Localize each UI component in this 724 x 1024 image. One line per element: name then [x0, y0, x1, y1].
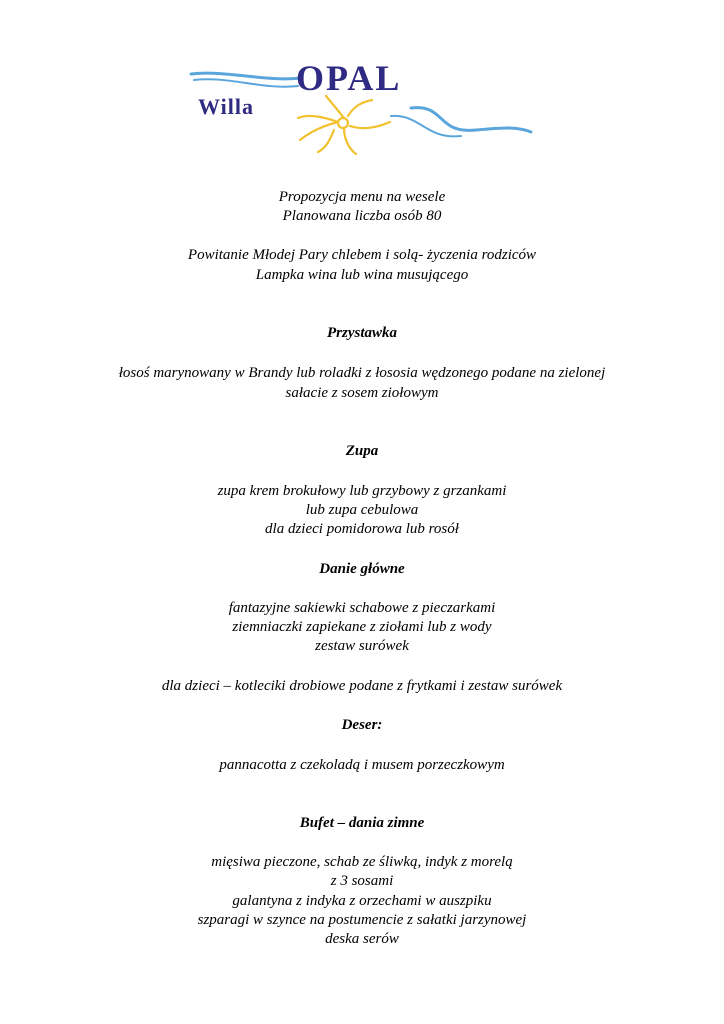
main-course-heading: Danie główne — [319, 561, 405, 577]
main-course-line: ziemniaczki zapiekane z ziołami lub z wody — [232, 619, 492, 635]
dessert-heading: Deser: — [341, 717, 383, 733]
starter-line: sałacie z sosem ziołowym — [285, 385, 439, 401]
soup-line: dla dzieci pomidorowa lub rosół — [265, 521, 459, 537]
dessert-line: pannacotta z czekoladą i musem porzeczkowym — [219, 757, 505, 773]
main-course-line: fantazyjne sakiewki schabowe z pieczarkami — [228, 600, 496, 616]
buffet-line: mięsiwa pieczone, schab ze śliwką, indyk z morelą — [211, 854, 513, 870]
buffet-line: szparagi w szynce na postumencie z sałatki jarzynowej — [197, 912, 527, 928]
buffet-line: deska serów — [325, 931, 399, 947]
logo-word-opal: OPAL — [296, 58, 402, 98]
buffet-line: z 3 sosami — [330, 873, 394, 889]
main-course-line: zestaw surówek — [315, 638, 409, 654]
logo-word-willa: Willa — [198, 94, 254, 119]
soup-line: lub zupa cebulowa — [305, 502, 419, 518]
starter-line: łosoś marynowany w Brandy lub roladki z łososia wędzonego podane na zielonej — [118, 365, 606, 381]
buffet-line: galantyna z indyka z orzechami w auszpiku — [232, 893, 492, 909]
kids-main-line: dla dzieci – kotleciki drobiowe podane z frytkami i zestaw surówek — [161, 678, 563, 694]
guest-count: Planowana liczba osób 80 — [282, 208, 442, 224]
buffet-heading: Bufet – dania zimne — [299, 815, 425, 831]
soup-line: zupa krem brokułowy lub grzybowy z grzankami — [217, 483, 507, 499]
wine-line: Lampka wina lub wina musującego — [255, 267, 469, 283]
soup-heading: Zupa — [345, 443, 379, 459]
starter-heading: Przystawka — [326, 325, 397, 341]
greeting-line: Powitanie Młodej Pary chlebem i solą- życzenia rodziców — [187, 247, 537, 263]
menu-title: Propozycja menu na wesele — [278, 189, 446, 205]
